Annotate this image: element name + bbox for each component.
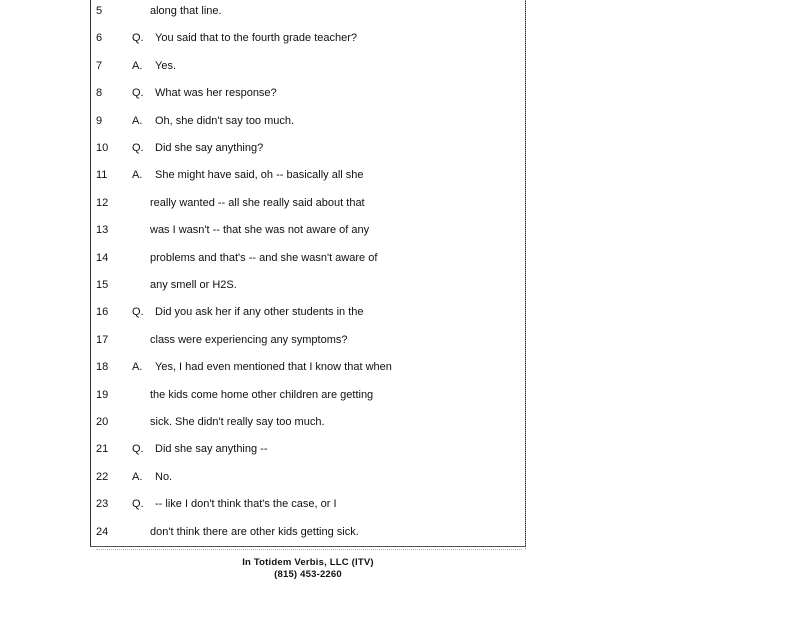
line-number: 16 (96, 306, 109, 319)
speaker-label: A. (132, 169, 143, 182)
speaker-label: Q. (132, 87, 144, 100)
line-number: 12 (96, 196, 109, 209)
line-text: Yes, I had even mentioned that I know that when (155, 361, 392, 374)
speaker-label: A. (132, 114, 143, 127)
line-text: Did she say anything -- (155, 443, 268, 456)
speaker-label: Q. (132, 306, 144, 319)
line-number: 23 (96, 498, 109, 511)
transcript-line (0, 331, 520, 349)
line-number: 20 (96, 416, 109, 428)
transcript-line (0, 276, 520, 294)
line-number: 17 (96, 333, 109, 346)
line-text: She might have said, oh -- basically all she (155, 169, 364, 182)
page-edge-shadow (525, 0, 528, 549)
line-text: really wanted -- all she really said about that (150, 196, 365, 209)
line-text: No. (155, 470, 173, 483)
line-number: 8 (96, 87, 103, 100)
line-text: any smell or H2S. (150, 279, 237, 291)
transcript-line (0, 440, 520, 458)
line-text: class were experiencing any symptoms? (150, 333, 348, 346)
transcript-line (0, 139, 520, 157)
line-number: 15 (96, 279, 109, 291)
transcript-line (0, 249, 520, 267)
line-number: 5 (96, 5, 103, 17)
line-text: don't think there are other kids getting sick. (150, 525, 359, 538)
transcript-line (0, 166, 520, 184)
line-text: the kids come home other children are getting (150, 388, 374, 401)
line-number: 10 (96, 142, 109, 154)
line-number: 9 (96, 114, 103, 127)
line-number: 19 (96, 388, 109, 401)
transcript-line (0, 468, 520, 486)
line-text: problems and that's -- and she wasn't aware of (150, 251, 378, 264)
transcript-line (0, 194, 520, 212)
speaker-label: A. (132, 361, 143, 374)
transcript-line (0, 84, 520, 102)
line-text: was I wasn't -- that she was not aware of any (150, 224, 370, 237)
line-number: 11 (96, 169, 108, 182)
transcript-line (0, 358, 520, 376)
speaker-label: A. (132, 59, 143, 72)
page-bottom-scan-noise (96, 549, 522, 551)
transcript-page-frame (90, 0, 526, 546)
line-number: 14 (96, 251, 109, 264)
line-text: You said that to the fourth grade teacher? (155, 32, 358, 45)
transcript-line (0, 221, 520, 239)
footer-phone: (815) 453-2260 (274, 569, 342, 580)
speaker-label: A. (132, 470, 143, 483)
line-number: 21 (96, 443, 109, 456)
transcript-line (0, 413, 520, 431)
speaker-label: Q. (132, 142, 144, 154)
footer-company: In Totidem Verbis, LLC (ITV) (242, 557, 374, 568)
transcript-line (0, 303, 520, 321)
line-number: 18 (96, 361, 109, 374)
transcript-line (0, 495, 520, 513)
transcript-line (0, 2, 520, 20)
line-number: 6 (96, 32, 103, 45)
page-bottom-border (90, 546, 526, 547)
line-text: Yes. (155, 59, 177, 72)
transcript-line (0, 386, 520, 404)
line-text: Oh, she didn't say too much. (155, 114, 295, 127)
speaker-label: Q. (132, 443, 144, 456)
line-number: 24 (96, 525, 109, 538)
line-text: -- like I don't think that's the case, or I (155, 498, 337, 511)
line-text: What was her response? (155, 87, 277, 100)
line-text: sick. She didn't really say too much. (150, 416, 325, 428)
line-text: Did you ask her if any other students in the (155, 306, 364, 319)
transcript-line (0, 29, 520, 47)
speaker-label: Q. (132, 32, 144, 45)
transcript-line (0, 112, 520, 130)
transcript-line (0, 523, 520, 541)
line-number: 22 (96, 470, 109, 483)
transcript-line (0, 57, 520, 75)
line-text: along that line. (150, 5, 222, 17)
line-text: Did she say anything? (155, 142, 264, 154)
speaker-label: Q. (132, 498, 144, 511)
line-number: 7 (96, 59, 103, 72)
line-number: 13 (96, 224, 109, 237)
